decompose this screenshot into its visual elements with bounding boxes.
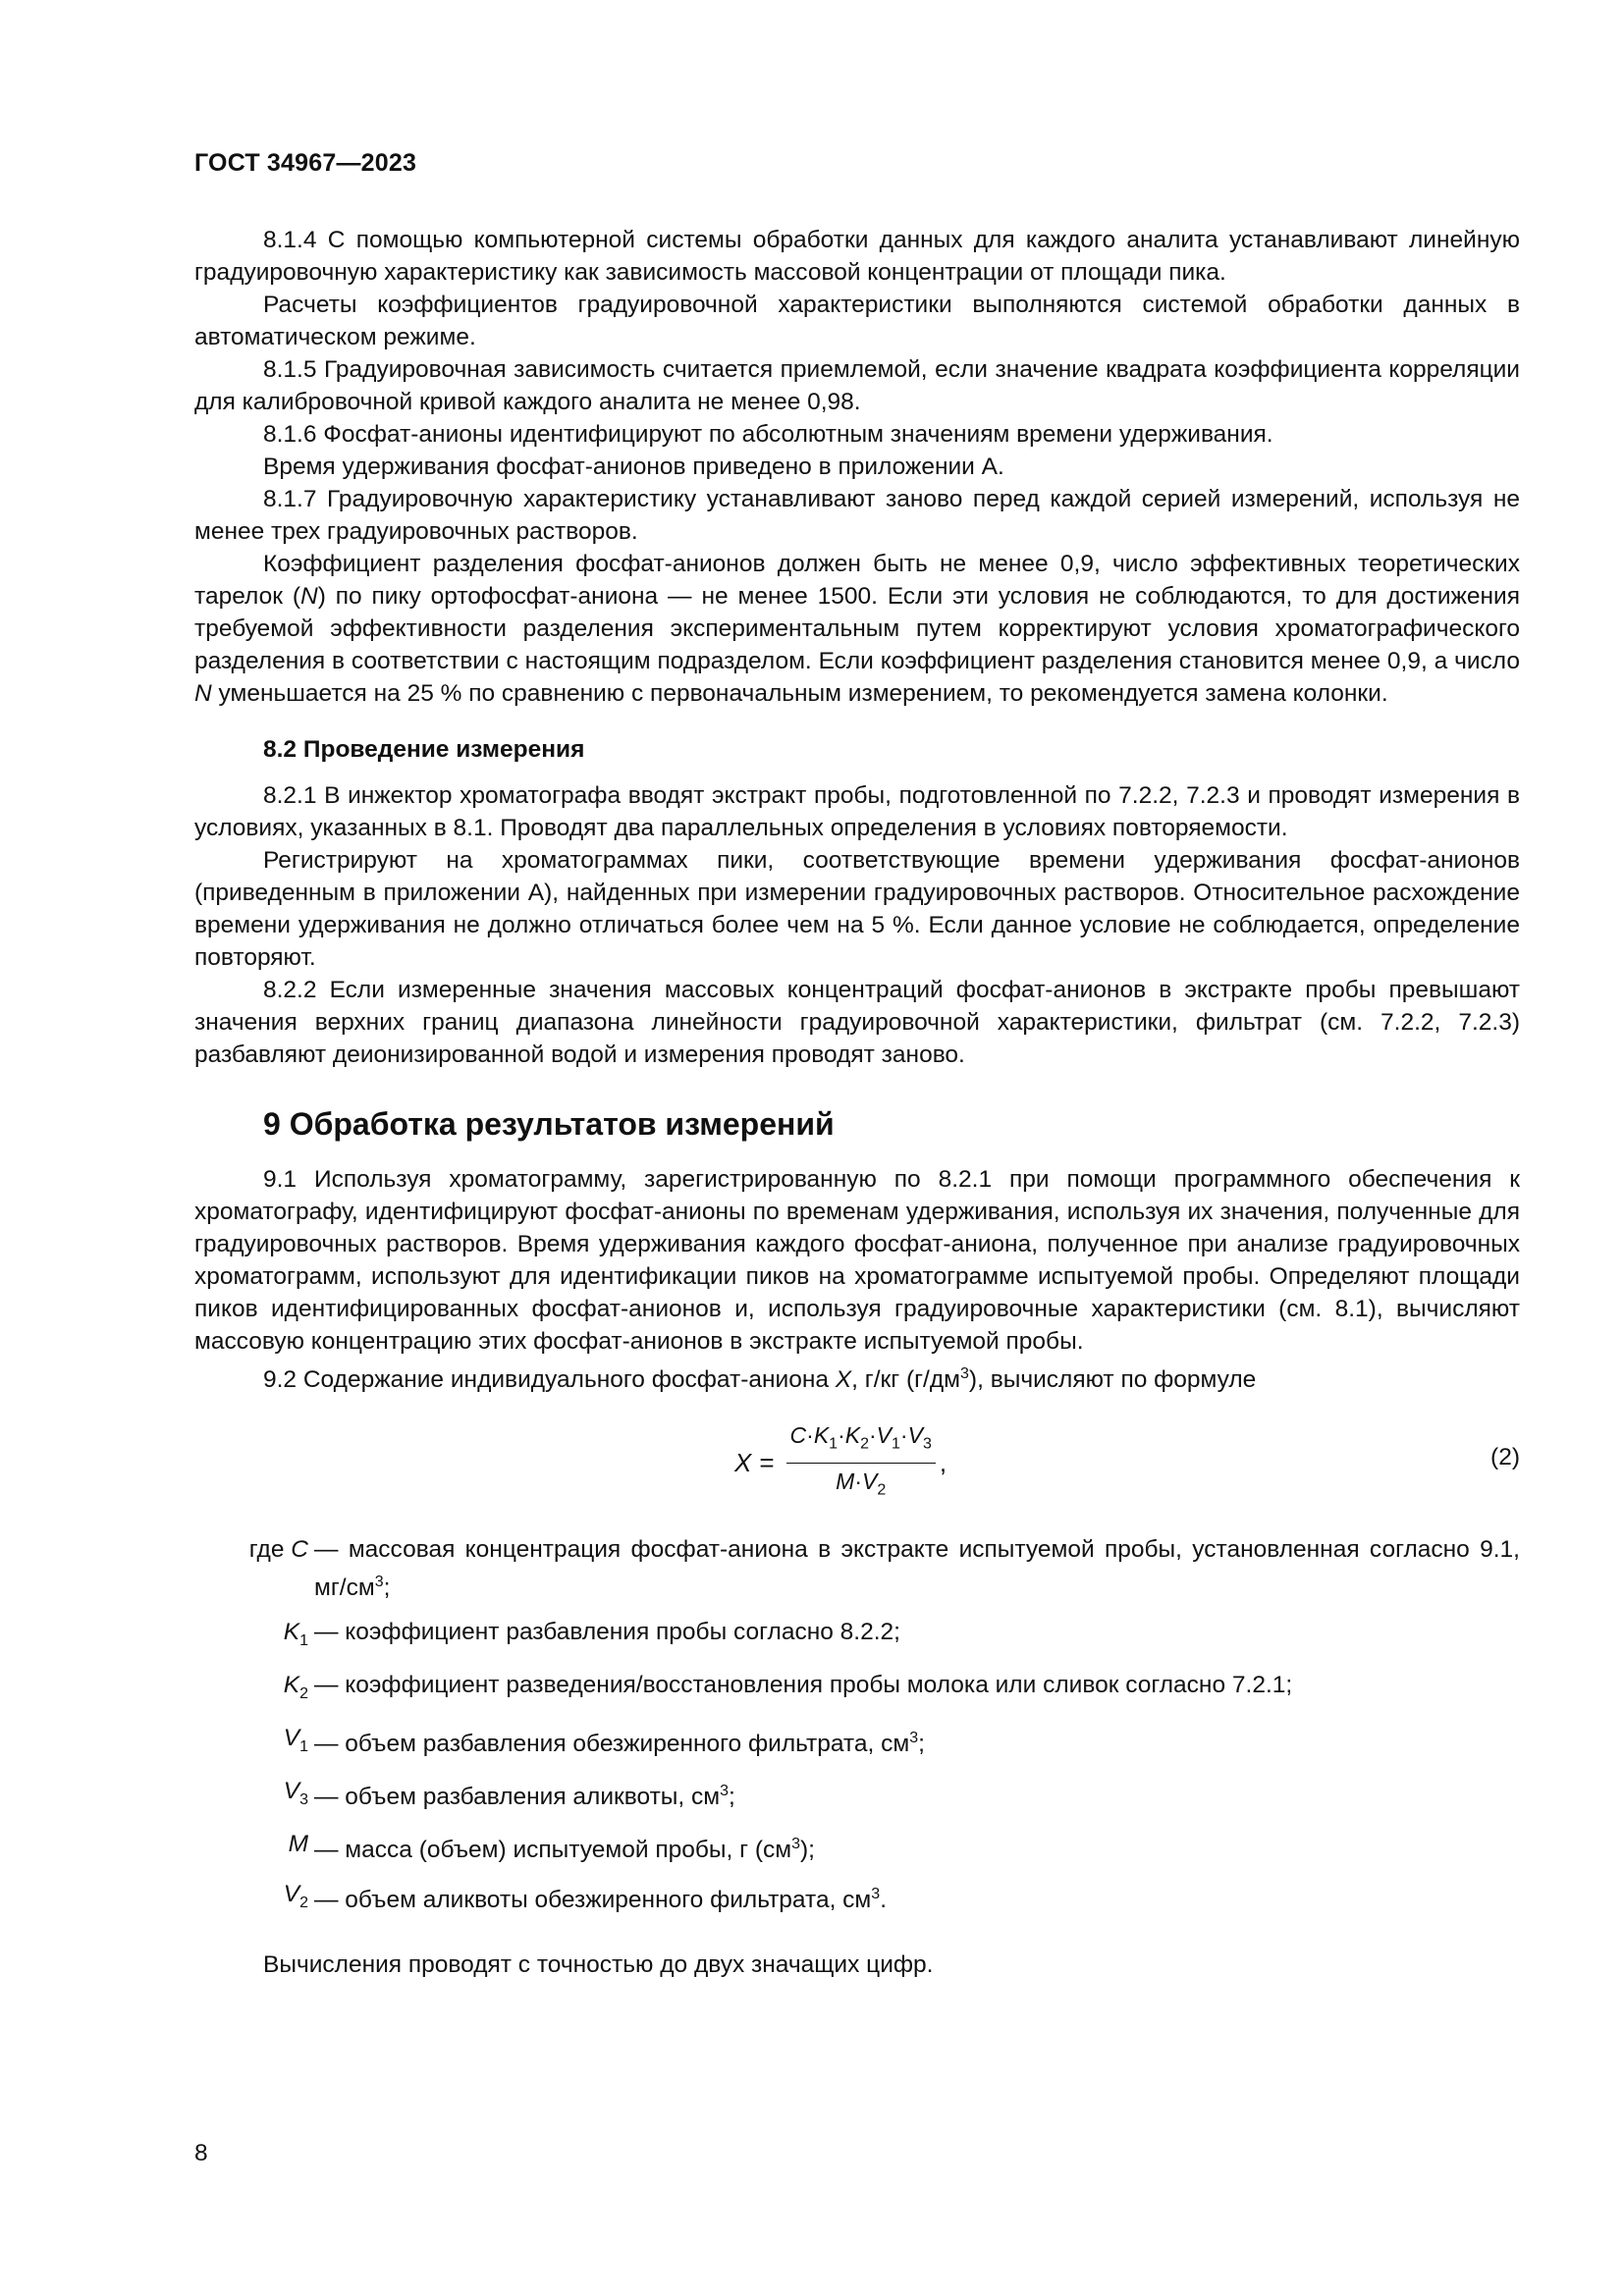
legend-symbol: $V_2$: [283, 1881, 308, 1911]
paragraph-8-2-1-note: Регистрируют на хроматограммах пики, соответствующие времени удерживания фосфат-анионов (приведенным в приложении А), найденных при измерении градуировочных растворов. Относительное расхождение времени удерживания не должно отличаться более чем на 5 %. Если данное условие не соблюдается, определение повторяют.: [194, 847, 1520, 971]
page-content: [194, 224, 1520, 1981]
legend-description: — массовая концентрация фосфат-аниона в экстракте испытуемой пробы, установленная согласно 9.1, $мг/см^3$;: [314, 1536, 1520, 1602]
paragraph-8-1-5: 8.1.5 Градуировочная зависимость считается приемлемой, если значение квадрата коэффициента корреляции для калибровочной кривой каждого аналита не менее 0,98.: [194, 356, 1520, 415]
paragraph-9-1: 9.1 Используя хроматограмму, зарегистрированную по 8.2.1 при помощи программного обеспечения к хроматографу, идентифицируют фосфат-анионы по временам удерживания, используя их значения, полученные для градуировочных растворов. Время удерживания каждого фосфат-аниона, полученное при анализе градуировочных хроматограмм, используют для идентификации пиков на хроматограмме испытуемой пробы. Определяют площади пиков идентифицированных фосфат-анионов и, используя градуировочные характеристики (см. 8.1), вычисляют массовую концентрацию этих фосфат-анионов в экстракте испытуемой пробы.: [194, 1166, 1520, 1355]
formula-2: [194, 1417, 1520, 1502]
formula-numerator: $C\cdot K_1\cdot K_2\cdot V_1\cdot V_3$: [786, 1421, 936, 1464]
paragraph-8-1-4: 8.1.4 С помощью компьютерной системы обработки данных для каждого аналита устанавливают линейную градуировочную характеристику как зависимость массовой концентрации от площади пика.: [194, 227, 1520, 286]
legend-description: — коэффициент разведения/восстановления пробы молока или сливок согласно 7.2.1;: [314, 1672, 1293, 1699]
legend-symbol: $K_2$: [283, 1672, 308, 1703]
formula-expression: [734, 1421, 947, 1504]
legend-symbol: $V_1$: [283, 1725, 308, 1755]
formula-comma: ,: [939, 1447, 947, 1477]
paragraph-8-1-6-note: Время удерживания фосфат-анионов приведено в приложении А.: [263, 454, 1004, 480]
formula-number: (2): [1490, 1444, 1520, 1471]
paragraph-9-2: 9.2 Содержание индивидуального фосфат-аниона X, г/кг $(г/дм^3)$, вычисляют по формуле: [263, 1365, 1257, 1394]
legend-description: — масса (объем) испытуемой пробы, г $(см^3)$;: [314, 1835, 815, 1864]
paragraph-8-1-4-note: Расчеты коэффициентов градуировочной характеристики выполняются системой обработки данных в автоматическом режиме.: [194, 292, 1520, 350]
formula-equals: =: [759, 1447, 775, 1477]
paragraph-8-1-7: 8.1.7 Градуировочную характеристику устанавливают заново перед каждой серией измерений, используя не менее трех градуировочных растворов.: [194, 486, 1520, 545]
formula-legend: [194, 1533, 1520, 1919]
legend-symbol: $V_3$: [283, 1777, 308, 1808]
page-number: 8: [194, 2140, 208, 2166]
paragraph-8-2-1: 8.2.1 В инжектор хроматографа вводят экстракт пробы, подготовленной по 7.2.2, 7.2.3 и проводят измерения в условиях, указанных в 8.1. Проводят два параллельных определения в условиях повторяемости.: [194, 782, 1520, 841]
legend-symbol: $K_1$: [283, 1619, 308, 1650]
paragraph-8-1-6: 8.1.6 Фосфат-анионы идентифицируют по абсолютным значениям времени удерживания.: [263, 421, 1273, 448]
document-header: ГОСТ 34967—2023: [194, 149, 417, 177]
formula-denominator: $M\cdot V_2$: [836, 1468, 887, 1499]
section-8-2-title: 8.2 Проведение измерения: [263, 736, 585, 763]
paragraph-8-2-2: 8.2.2 Если измеренные значения массовых концентраций фосфат-анионов в экстракте пробы превышают значения верхних границ диапазона линейности градуировочной характеристики, фильтрат (см. 7.2.2, 7.2.3) разбавляют деионизированной водой и измерения проводят заново.: [194, 977, 1520, 1068]
paragraph-separation-coefficient: Коэффициент разделения фосфат-анионов должен быть не менее 0,9, число эффективных теоретических тарелок (N) по пику ортофосфат-аниона — не менее 1500. Если эти условия не соблюдаются, то для достижения требуемой эффективности разделения экспериментальным путем корректируют условия хроматографического разделения в соответствии с настоящим подразделом. Если коэффициент разделения становится менее 0,9, а число N уменьшается на 25 % по сравнению с первоначальным измерением, то рекомендуется замена колонки.: [194, 551, 1521, 707]
legend-description: — объем разбавления аликвоты, $см^3$;: [314, 1782, 735, 1811]
legend-symbol: M: [288, 1830, 308, 1857]
formula-fraction: [786, 1421, 936, 1504]
legend-description: — коэффициент разбавления пробы согласно 8.2.2;: [314, 1619, 900, 1646]
legend-description: — объем разбавления обезжиренного фильтрата, $см^3$;: [314, 1730, 925, 1758]
section-9-title: 9 Обработка результатов измерений: [263, 1106, 835, 1142]
legend-description: — объем аликвоты обезжиренного фильтрата, $см^3$.: [314, 1886, 887, 1914]
legend-symbol: где C: [248, 1536, 308, 1564]
final-note: Вычисления проводят с точностью до двух значащих цифр.: [263, 1950, 934, 1978]
formula-lhs: X: [734, 1447, 752, 1477]
